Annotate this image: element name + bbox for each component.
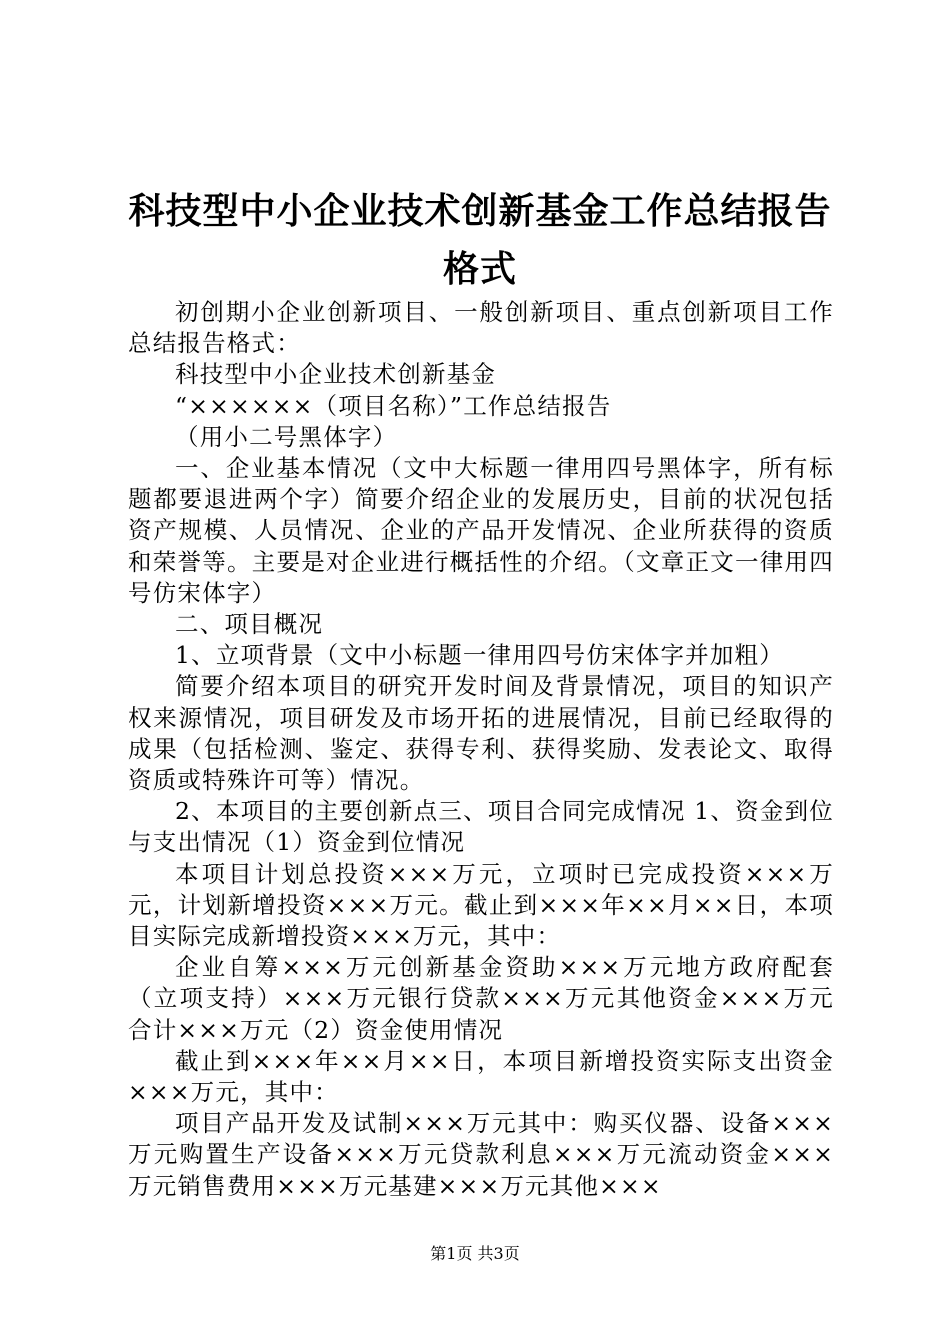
paragraph-intro: 初创期小企业创新项目、一般创新项目、重点创新项目工作总结报告格式： — [128, 298, 834, 358]
paragraph-section-2: 二、项目概况 — [175, 610, 324, 639]
document-title: 科技型中小企业技术创新基金工作总结报告格式 — [128, 191, 832, 290]
paragraph-background-heading: 1、立项背景（文中小标题一律用四号仿宋体字并加粗） — [175, 641, 784, 670]
paragraph-funding-sources: 企业自筹×××万元创新基金资助×××万元地方政府配套（立项支持）×××万元银行贷款×××万元其他资金×××万元合计×××万元（2）资金使用情况 — [128, 953, 834, 1044]
document-body — [128, 297, 834, 1202]
page-number-footer: 第1页 共3页 — [430, 1244, 520, 1263]
paragraph-product-development: 项目产品开发及试制×××万元其中：购买仪器、设备×××万元购置生产设备×××万元贷款利息×××万元流动资金×××万元销售费用×××万元基建×××万元其他××× — [128, 1109, 834, 1200]
paragraph-section-1: 一、企业基本情况（文中大标题一律用四号黑体字，所有标题都要退进两个字）简要介绍企业的发展历史，目前的状况包括资产规模、人员情况、企业的产品开发情况、企业所获得的资质和荣誉等。主要是对企业进行概括性的介绍。（文章正文一律用四号仿宋体字） — [128, 454, 834, 607]
paragraph-background-text: 简要介绍本项目的研究开发时间及背景情况，项目的知识产权来源情况，项目研发及市场开拓的进展情况，目前已经取得的成果（包括检测、鉴定、获得专利、获得奖励、发表论文、取得资质或特殊许可等）情况。 — [128, 672, 834, 795]
paragraph-innovation: 2、本项目的主要创新点三、项目合同完成情况 1、资金到位与支出情况（1）资金到位情况 — [128, 797, 834, 857]
paragraph-font-note: （用小二号黑体字） — [175, 422, 398, 451]
paragraph-expenditure: 截止到×××年××月××日，本项目新增投资实际支出资金×××万元，其中： — [128, 1046, 834, 1107]
paragraph-investment: 本项目计划总投资×××万元，立项时已完成投资×××万元，计划新增投资×××万元。截止到×××年××月××日，本项目实际完成新增投资×××万元，其中： — [128, 859, 834, 951]
paragraph-fund-name: 科技型中小企业技术创新基金 — [175, 360, 497, 389]
paragraph-report-title: “××××××（项目名称）”工作总结报告 — [175, 391, 612, 420]
